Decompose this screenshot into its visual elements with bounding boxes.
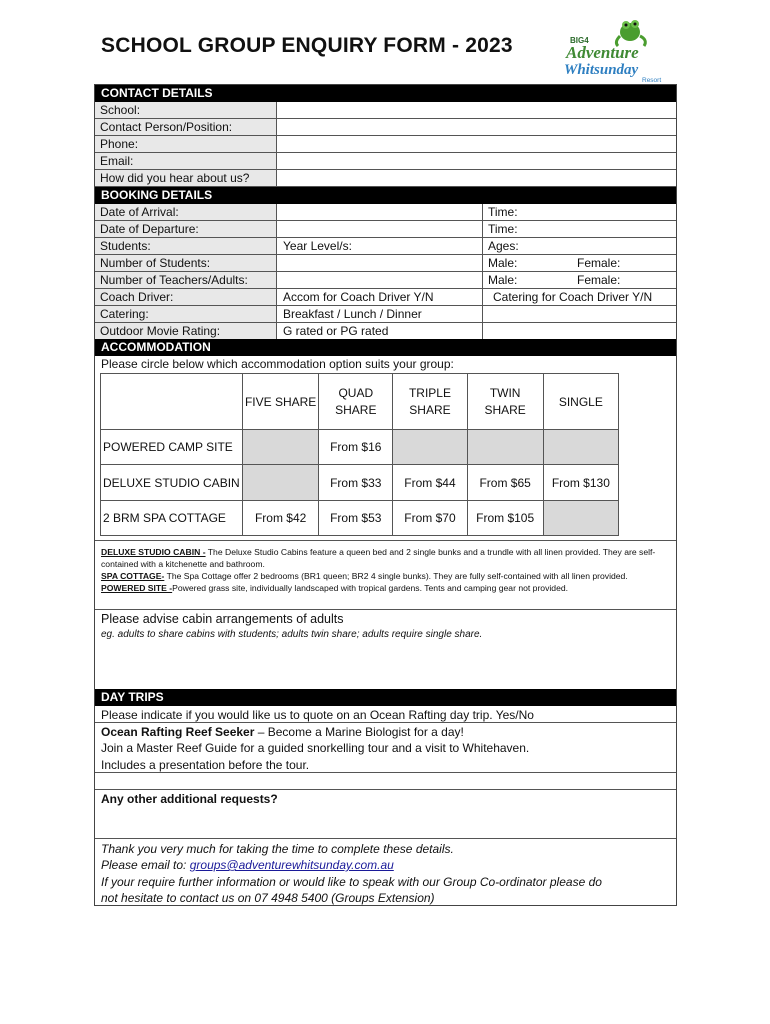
other-requests-answer-area[interactable] [95,790,676,839]
booking-row [95,272,676,289]
field-input[interactable]: Male: [488,273,518,287]
accommodation-instruction: Please circle below which accommodation option suits your group: [101,357,454,371]
field-input[interactable]: Ages: [488,239,519,253]
price-cell[interactable] [393,430,467,465]
contact-line-2: not hesitate to contact us on 07 4948 5400 (Groups Extension) [101,891,435,905]
contact-row [95,153,676,170]
ocean-rafting-question: Please indicate if you would like us to quote on an Ocean Rafting day trip. Yes/No [101,708,534,722]
field-label: How did you hear about us? [95,170,277,186]
trip-tagline: – Become a Marine Biologist for a day! [254,725,464,739]
field-input[interactable] [277,204,482,220]
field-label: Email: [95,153,277,169]
field-sub-label: Female: [577,256,621,270]
col-five-share: FIVE SHARE [243,374,319,430]
field-label: Catering: [95,306,277,322]
col-quad-share: QUAD SHARE [319,374,393,430]
page-title: SCHOOL GROUP ENQUIRY FORM - 2023 [101,34,513,57]
booking-row [95,238,676,255]
ocean-rafting-question-row[interactable] [95,706,676,723]
accommodation-header-row [101,374,619,430]
divider [95,596,676,610]
price-cell[interactable] [467,430,543,465]
contact-row [95,136,676,153]
field-label: Phone: [95,136,277,152]
thanks-line: Thank you very much for taking the time to complete these details. [101,842,454,856]
field-input[interactable] [277,102,676,118]
cabin-arrangements-prompt: Please advise cabin arrangements of adults [101,612,344,626]
price-cell[interactable]: From $70 [393,501,467,536]
row-label: DELUXE STUDIO CABIN [101,465,243,501]
price-cell[interactable]: From $16 [319,430,393,465]
note-spa-cottage: SPA COTTAGE- The Spa Cottage offer 2 bedrooms (BR1 queen; BR2 4 single bunks). They are fully self-contained with all linen provided. [101,571,628,581]
field-input[interactable] [277,136,676,152]
field-input[interactable]: Male: [488,256,518,270]
field-label: Date of Arrival: [95,204,277,220]
field-input[interactable] [277,221,482,237]
trip-presentation-note: Includes a presentation before the tour. [101,758,310,772]
col-twin-share: TWIN SHARE [467,374,543,430]
other-requests-heading: Any other additional requests? [101,792,278,806]
cabin-arrangements-answer-area[interactable] [95,645,676,689]
logo-resort: Resort [642,77,662,84]
contact-row [95,170,676,187]
field-label: School: [95,102,277,118]
field-sub-label [571,306,577,322]
row-2-brm-spa-cottage [101,501,619,536]
booking-details-heading: BOOKING DETAILS [95,187,676,204]
row-powered-camp-site [101,430,619,465]
price-cell[interactable]: From $44 [393,465,467,501]
field-label: Coach Driver: [95,289,277,305]
price-cell[interactable]: From $42 [243,501,319,536]
price-cell[interactable]: From $130 [543,465,618,501]
field-sub-label [571,204,577,220]
accommodation-notes [101,546,673,594]
col-triple-share: TRIPLE SHARE [393,374,467,430]
divider [482,289,483,305]
field-input[interactable]: Time: [488,205,518,219]
logo-whitsunday: Whitsunday [564,62,639,78]
price-cell[interactable]: From $105 [467,501,543,536]
field-input[interactable] [277,170,676,186]
field-input[interactable]: Time: [488,222,518,236]
contact-row [95,119,676,136]
price-cell[interactable]: From $53 [319,501,393,536]
divider [95,756,676,773]
field-input[interactable]: G rated or PG rated [283,324,389,338]
row-label: 2 BRM SPA COTTAGE [101,501,243,536]
divider [95,540,676,541]
note-deluxe-studio: DELUXE STUDIO CABIN - The Deluxe Studio Cabins feature a queen bed and 2 single bunks and a trundle with all linen provided. They are self-contained with a kitchenette and bathroom. [101,547,656,569]
field-label: Date of Departure: [95,221,277,237]
col-single: SINGLE [543,374,618,430]
cabin-arrangements-example: eg. adults to share cabins with students; adults twin share; adults require single share. [101,629,483,640]
field-input[interactable] [482,306,582,322]
field-input[interactable] [482,323,582,339]
email-line: Please email to: groups@adventurewhitsunday.com.au [101,858,394,872]
field-sub-label [571,323,577,339]
field-input[interactable]: Year Level/s: [283,239,352,253]
price-cell[interactable] [243,430,319,465]
field-input[interactable]: Breakfast / Lunch / Dinner [283,307,422,321]
price-cell[interactable] [543,430,618,465]
accommodation-heading: ACCOMMODATION [95,339,676,356]
corner-cell [101,374,243,430]
field-input[interactable] [277,119,676,135]
logo-adventure: Adventure [566,43,639,62]
price-cell[interactable]: From $65 [467,465,543,501]
email-link[interactable]: groups@adventurewhitsunday.com.au [189,858,394,872]
day-trips-heading: DAY TRIPS [95,689,676,706]
contact-line-1: If your require further information or would like to speak with our Group Co-ordinator please do [101,875,602,889]
field-input[interactable]: Accom for Coach Driver Y/N [283,290,434,304]
field-sub-label [571,221,577,237]
trip-title-line [101,725,464,739]
logo-big4: BIG4 [570,36,589,45]
trip-description: Join a Master Reef Guide for a guided snorkelling tour and a visit to Whitehaven. [101,741,530,755]
field-sub-label [571,289,577,305]
price-cell[interactable] [243,465,319,501]
contact-row [95,102,676,119]
field-label: Number of Teachers/Adults: [95,272,277,288]
booking-row [95,204,676,221]
field-sub-label [571,238,577,254]
booking-row [95,323,676,340]
trip-name: Ocean Rafting Reef Seeker [101,725,255,739]
booking-row [95,306,676,323]
field-input[interactable] [277,272,482,288]
contact-details-heading: CONTACT DETAILS [95,85,676,102]
accommodation-table [100,373,619,535]
note-powered-site: POWERED SITE -Powered grass site, individually landscaped with tropical gardens. Tents and camping gear not provided. [101,583,569,593]
field-label: Students: [95,238,277,254]
field-sub-label: Female: [577,273,621,287]
field-input[interactable] [277,153,676,169]
row-deluxe-studio-cabin [101,465,619,501]
adventure-whitsunday-logo [556,12,674,84]
booking-row [95,221,676,238]
day-trip-answer-row[interactable] [95,773,676,790]
field-label: Number of Students: [95,255,277,271]
row-label: POWERED CAMP SITE [101,430,243,465]
field-input[interactable] [277,255,482,271]
booking-row [95,289,676,306]
price-cell[interactable]: From $33 [319,465,393,501]
field-input[interactable]: Catering for Coach Driver Y/N [493,290,653,304]
field-label: Contact Person/Position: [95,119,277,135]
booking-row [95,255,676,272]
price-cell[interactable] [543,501,618,536]
field-label: Outdoor Movie Rating: [95,323,277,339]
